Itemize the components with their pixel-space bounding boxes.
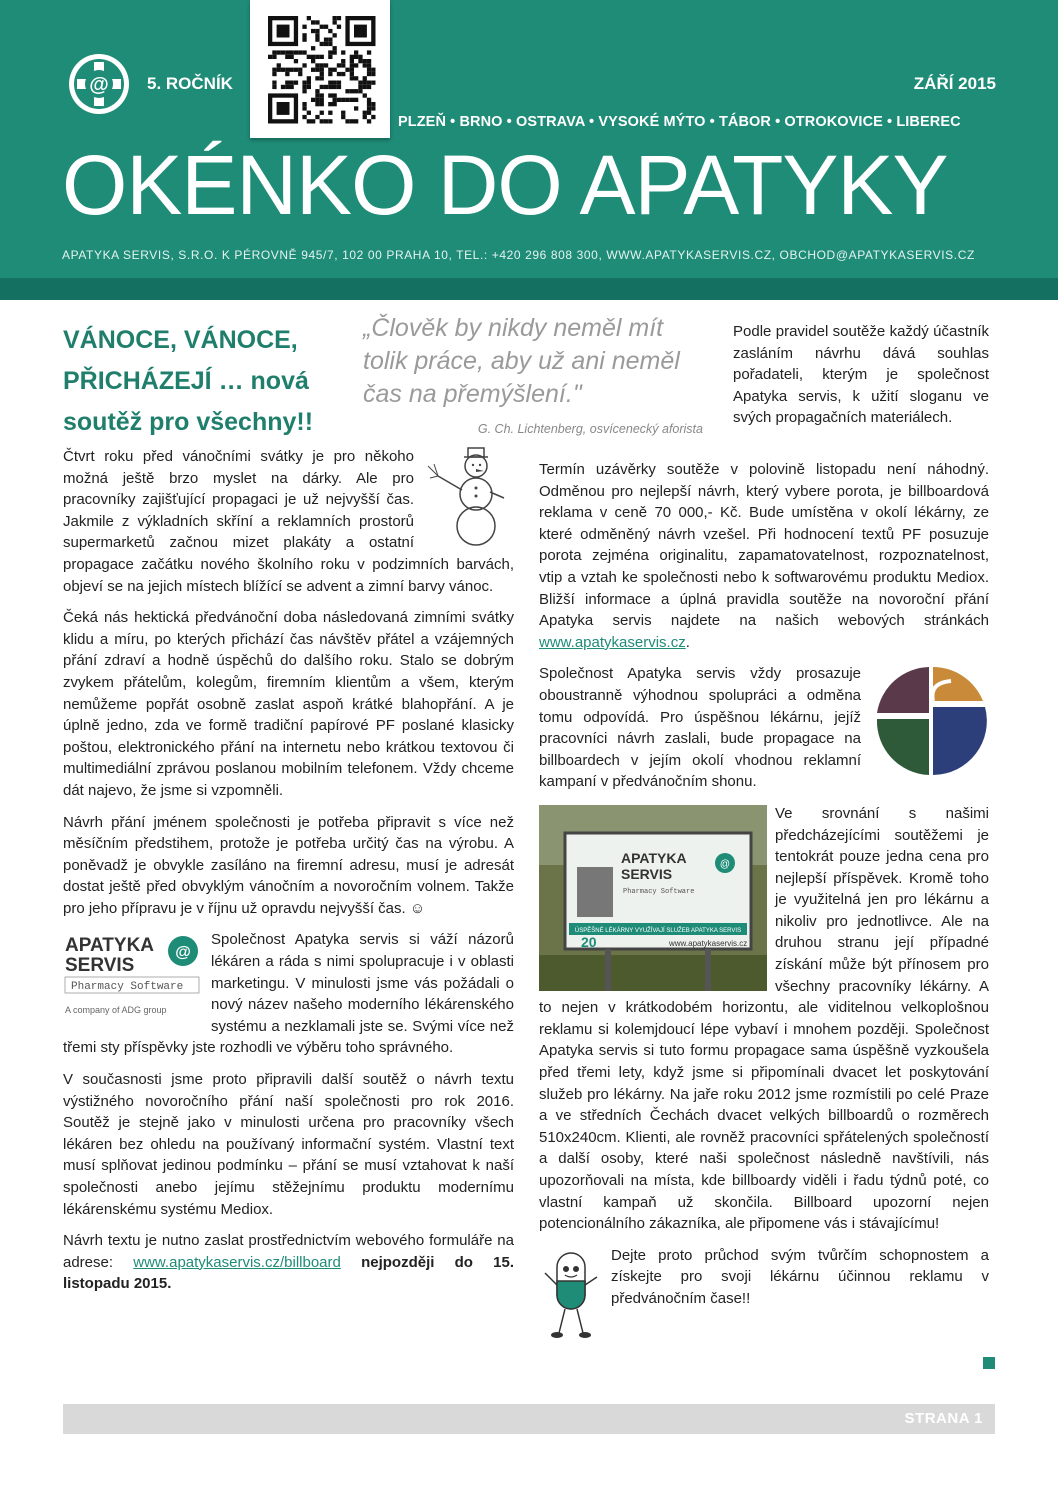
quote-author: G. Ch. Lichtenberg, osvícenecký aforista: [477, 422, 703, 436]
paragraph-intro-text: Čtvrt roku před vánočními svátky je pro někoho možná ještě brzo myslet na dárky. Ale pro pracovníky zajišťující propagaci je už nejvyšší čas. Jakmile z výkladních skříní a reklamních prostorů supermarketů začnou mizet plakáty a ostatní propagace začátku nového školního roku v podzimních barvách, objeví se na jejich místech blížící se advent a zimní barvy vánoc.: [63, 448, 514, 595]
paragraph-contest: V současnosti jsme proto připravili další soutěž o návrh textu výstižného novoročního přání naší společnosti pro rok 2016. Soutěž je stejně jako v minulosti určena pro pracovníky všech lékáren bez ohledu na používaný informační systém. Vlastní text musí splňovat jedinou podmínku – přání se musí vztahovat k naší společnosti anebo jejímu stěžejnímu produktu modernímu lékárenskému systému Mediox.: [63, 1071, 514, 1218]
masthead-banner: [0, 0, 1058, 278]
logo-tagline: Pharmacy Software: [71, 981, 184, 994]
billboard-tagline: Pharmacy Software: [623, 887, 695, 896]
pull-quote: „Člověk by nikdy neměl mít tolik práce, aby už ani neměl čas na přemýšlení.": [363, 314, 680, 408]
billboard-banner-text: ÚSPĚŠNÉ LÉKÁRNY VYUŽÍVAJÍ SLUŽEB APATYKA SERVIS: [574, 927, 742, 934]
reward-paragraph-text: Společnost Apatyka servis vždy prosazuje oboustranně výhodnou spolupráci a odměna tomu odpovídá. Pro úspěšnou lékárnu, jejíž pracovníci návrh zaslali, bude propagace na billboardech v jejím okolí vhodnou reklamní kampaní v předvánočním shonu.: [539, 665, 861, 791]
comparison-paragraph-text: Ve srovnání s našimi předcházejícími soutěžemi je tentokrát pouze jedna cena pro nejlepší příspěvek. Kromě toho je využitelná jen pro lékárnu a nikoliv pro jednotlivce. Ale na druhou stranu její případné získání může být přínosem pro všechny pracovníky lékárny. A to nejen v krátkodobém horizontu, ale viditelnou velkoplošnou reklamu si kolemjdoucí lépe vybaví i mnohem později. Společnost Apatyka servis si tuto formu propagace sama úspěšně vyzkoušela před třemi lety, když jsme si připomínali dvacet let poskytování služeb pro lékárny. Na jaře roku 2012 jsme rozmístili po celé Praze a ve středních Čechách dvacet velkých billboardů o rozměrech 510x240cm. Klienti, ale rovněž pracovníci spřátelených společností a další osoby, které naši společnost následně navštívili, nás upozorňovali na místa, kde billboardy viděli i řadu týdnů poté, co vlastní kampaň už skončila. Billboard upozorní nejen potencionálního zákazníka, ale připomene vás i stávajícímu!: [539, 804, 989, 1233]
page-number: STRANA 1: [904, 1410, 983, 1427]
svg-text:@: @: [719, 858, 731, 870]
paragraph-cooperation-text: Společnost Apatyka servis si váží názorů lékáren a ráda s nimi spolupracuje i v oblasti marketingu. V minulosti jsme vás požádali o nový název našeho moderního lékárenského systému a nezklamali jste se. Svými více než třemi sty příspěvky jste rozhodli ve výběru toho správného.: [63, 931, 514, 1057]
svg-text:@: @: [89, 74, 109, 96]
snowman-icon: [424, 446, 514, 546]
rules-paragraph-block: [733, 321, 989, 439]
qr-code-icon: [250, 0, 390, 138]
paragraph-intro: [63, 446, 514, 597]
end-of-article-marker: [983, 1357, 995, 1369]
volume-label: 5. ROČNÍK: [147, 74, 233, 93]
paragraph-comparison: [539, 803, 989, 1235]
pf-logo-icon: [871, 663, 989, 781]
billboard-photo: [539, 805, 767, 991]
logo-company: A company of ADG group: [65, 1005, 167, 1016]
billboard-url: www.apatykaservis.cz: [669, 938, 748, 948]
closing-paragraph-text: Dejte proto průchod svým tvůrčím schopnostem a získejte pro svoji lékárnu účinnou reklamu v předvánočním čase!!: [611, 1246, 989, 1307]
paragraph-closing: [539, 1245, 989, 1310]
paragraph-season: Čeká nás hektická předvánoční doba následovaná zimními svátky klidu a míru, po kterých přichází čas návštěv přátel a vzájemných přání zdraví a hodně úspěchů do dalšího roku. Stalo se dobrým zvykem přátelům, kolegům, firemním klientům a všem, kterým nemůžeme popřát osobně zaslat aspoň krátké blahopřání. A je úplně jedno, zda ve formě tradiční papírové PF poslané klasicky poštou, elektronického přání na internetu nebo krátkou textovou či multimediální zprávou poslanou mobilním telefonem. Vždy chceme dát najevo, že jsme si vzpomněli.: [63, 609, 514, 799]
paragraph-timing: Návrh přání jménem společnosti je potřeba připravit s více než měsíčním předstihem, protože je potřeba určitý čas na výrobu. A poněvadž je obvykle zasíláno na firemní adresu, musí je adresát dostat ještě před obvyklým vánočním a novoročním volnem. Takže pro jeho přípravu je v říjnu už opravdu nejvyšší čas. ☺: [63, 813, 514, 917]
rules-paragraph: Podle pravidel soutěže každý účastník zasláním návrhu dává souhlas pořadateli, kterým je společnost Apatyka servis, k užití sloganu ve svých propagačních materiálech.: [733, 323, 989, 427]
svg-text:@: @: [175, 944, 191, 962]
billboard-form-link[interactable]: www.apatykaservis.cz/billboard: [133, 1253, 341, 1271]
submit-text: Návrh textu je nutno zaslat prostřednictvím webového formuláře na adrese:: [63, 1232, 514, 1271]
billboard-brand1: APATYKA: [621, 849, 687, 866]
footer-bar: [63, 1404, 995, 1434]
right-column: [539, 459, 989, 1345]
deadline-paragraph-text: Termín uzávěrky soutěže v polovině listopadu není náhodný. Odměnou pro nejlepší návrh, který vybere porota, je billboardová reklama v ceně 70 000,- Kč. Bude umístěna v okolí lékárny, ze které odměněný návrh vzešel. Při hodnocení textů PF posuzuje porota zejména originalitu, zapamatovatelnost, rozpoznatelnost, vtip a vztah ke společnosti nebo k softwarovému produktu Mediox. Bližší informace a úplná pravidla soutěže na novoroční přání Apatyka servis najdete na našich webových stránkách: [539, 461, 989, 630]
paragraph-submit: [63, 1230, 514, 1295]
article-title: VÁNOCE, VÁNOCE, PŘICHÁZEJÍ … nová soutěž pro všechny!!: [63, 326, 314, 436]
billboard-brand2: SERVIS: [621, 865, 673, 882]
logo-line1: APATYKA: [65, 935, 155, 957]
apatyka-servis-logo: [63, 931, 203, 1023]
deadline-text: nejpozději do 15. listopadu 2015.: [63, 1253, 515, 1293]
paragraph-reward: [539, 663, 989, 793]
branch-cities: PLZEŇ • BRNO • OSTRAVA • VYSOKÉ MÝTO • TÁBOR • OTROKOVICE • LIBEREC: [398, 114, 961, 130]
qr-code[interactable]: [250, 0, 390, 138]
company-contact-line: APATYKA SERVIS, S.R.O. K PÉROVNĚ 945/7, 102 00 PRAHA 10, TEL.: +420 296 808 300, WWW.APATYKASERVIS.CZ, OBCHOD@APATYKASERVIS.CZ: [62, 248, 975, 262]
newsletter-title: OKÉNKO DO APATYKY: [62, 138, 948, 232]
paragraph-cooperation: [63, 929, 514, 1059]
logo-line2: SERVIS: [65, 955, 135, 977]
paragraph-deadline: Termín uzávěrky soutěže v polovině listopadu není náhodný. Odměnou pro nejlepší návrh, který vybere porota, je billboardová reklama v ceně 70 000,- Kč. Bude umístěna v okolí lékárny, ze které odměněný návrh vzešel. Při hodnocení textů PF posuzuje porota zejména originalitu, zapamatovatelnost, rozpoznatelnost, vtip a vztah ke společnosti nebo k softwarovému produktu Mediox. Bližší informace a úplná pravidla soutěže na novoroční přání Apatyka servis najdete na našich webových stránkách www.apatykaservis.cz.: [539, 461, 989, 651]
issue-date: ZÁŘÍ 2015: [913, 74, 996, 93]
website-link[interactable]: www.apatykaservis.cz: [539, 633, 686, 651]
left-column: [63, 446, 514, 1305]
billboard-number: 20: [581, 933, 597, 950]
pill-mascot-icon: [539, 1247, 603, 1343]
header-divider-strip: [0, 278, 1058, 300]
apatyka-at-logo-icon: [67, 52, 131, 116]
